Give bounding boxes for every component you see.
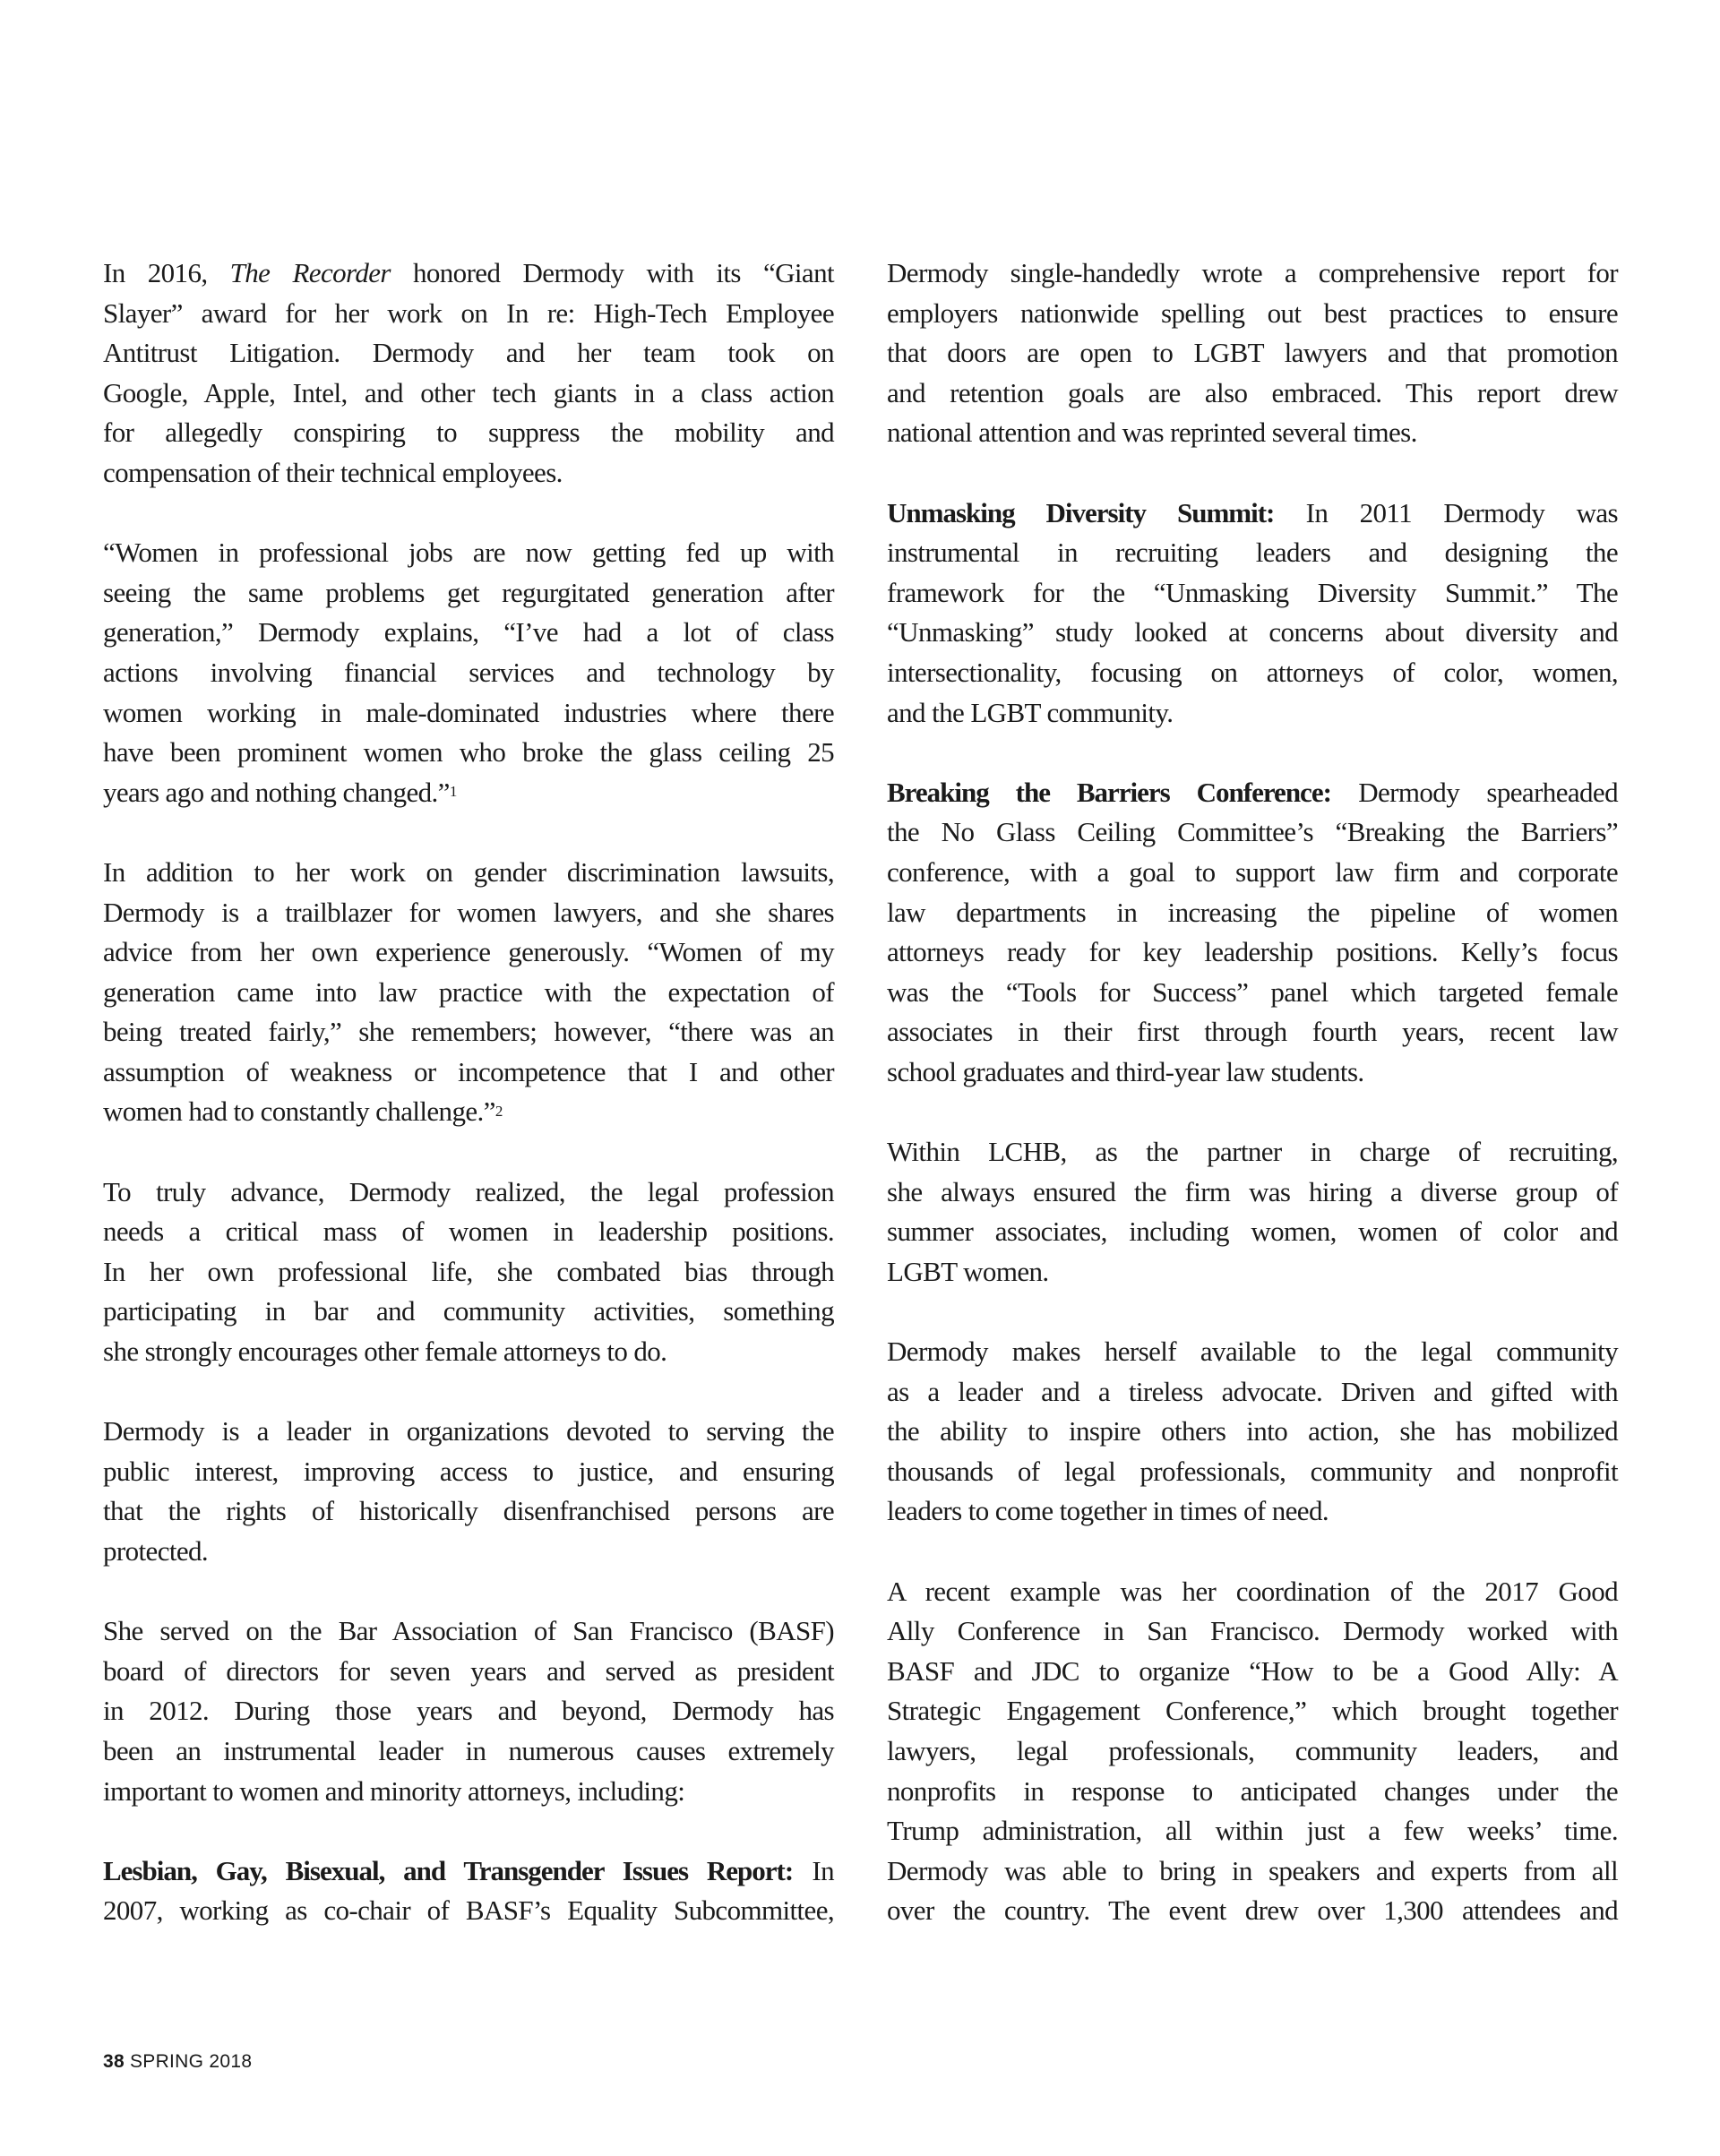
text-line: conference, with a goal to support law firm and corporate [887,855,1618,888]
text-line: needs a critical mass of women in leadership positions. [103,1215,834,1248]
section-heading-unmasking: Unmasking Diversity Summit: [887,496,1275,528]
paragraph-quote-women-professional [103,533,834,812]
text-line: advice from her own experience generously. “Women of my [103,936,834,968]
text-line: lawyers, legal professionals, community leaders, and [887,1734,1618,1766]
text-line: intersectionality, focusing on attorneys of color, women, [887,656,1618,688]
text-line: Breaking the Barriers Conference: Dermody spearheaded [887,776,1618,808]
text-line: for allegedly conspiring to suppress the mobility and [103,417,834,449]
paragraph-recorder-award [103,253,834,494]
text-line: and retention goals are also embraced. This report drew [887,376,1618,408]
text-line: Dermody makes herself available to the legal community [887,1336,1618,1368]
text-line: generation,” Dermody explains, “I’ve had a lot of class [103,616,834,649]
text-line: employers nationwide spelling out best practices to ensure [887,296,1618,329]
text-line: In addition to her work on gender discrimination lawsuits, [103,855,834,888]
section-heading-lgbt-report: Lesbian, Gay, Bisexual, and Transgender Issues Report: [103,1854,794,1886]
text-line: Dermody is a leader in organizations devoted to serving the [103,1415,834,1447]
text-line: 2007, working as co-chair of BASF’s Equality Subcommittee, [103,1894,834,1927]
text-line: She served on the Bar Association of San Francisco (BASF) [103,1615,834,1647]
text-line: board of directors for seven years and served as president [103,1654,834,1687]
text-line: Dermody single-handedly wrote a comprehensive report for [887,257,1618,288]
text-line: instrumental in recruiting leaders and designing the [887,537,1618,569]
text-line: women working in male-dominated industries where there [103,696,834,728]
paragraph-public-interest [103,1412,834,1571]
text-line: BASF and JDC to organize “How to be a Good Ally: A [887,1654,1618,1687]
text-line: been an instrumental leader in numerous causes extremely [103,1734,834,1766]
issue-label: SPRING 2018 [129,2051,253,2072]
text-line: Google, Apple, Intel, and other tech giants in a class action [103,376,834,408]
text-line: that doors are open to LGBT lawyers and that promotion [887,337,1618,369]
left-column [103,253,834,1931]
text-line: summer associates, including women, women of color and [887,1215,1618,1248]
text-line: important to women and minority attorneys, including: [103,1774,685,1807]
text-line: “Women in professional jobs are now getting fed up with [103,537,834,569]
paragraph-lgbt-report [103,1851,834,1931]
text-line: the No Glass Ceiling Committee’s “Breaking the Barriers” [887,816,1618,848]
text-line: Slayer” award for her work on In re: High-Tech Employee [103,296,834,329]
text-line: generation came into law practice with the expectation of [103,975,834,1008]
text-line: she always ensured the firm was hiring a diverse group of [887,1175,1618,1207]
text-line: Trump administration, all within just a few weeks’ time. [887,1815,1618,1847]
text-line: actions involving financial services and technology by [103,656,834,688]
text-line: LGBT women. [887,1255,1049,1287]
text-line: Antitrust Litigation. Dermody and her team took on [103,337,834,369]
paragraph-lchb-recruiting [887,1132,1618,1292]
text-line: assumption of weakness or incompetence that I and other [103,1055,834,1087]
text-line: and the LGBT community. [887,696,1174,728]
text-line: national attention and was reprinted several times. [887,417,1417,449]
paragraph-good-ally-conference [887,1572,1618,1931]
text-line: being treated fairly,” she remembers; however, “there was an [103,1016,834,1048]
text-line: To truly advance, Dermody realized, the legal profession [103,1175,834,1207]
text-line: school graduates and third-year law students. [887,1055,1364,1087]
footnote-marker[interactable]: 2 [494,1102,503,1120]
text-line: thousands of legal professionals, community and nonprofit [887,1455,1618,1487]
publication-title: The Recorder [229,257,391,288]
paragraph-unmasking-diversity [887,494,1618,734]
text-line: Dermody is a trailblazer for women lawyers, and she shares [103,896,834,928]
text-line: public interest, improving access to justice, and ensuring [103,1455,834,1487]
text-line: nonprofits in response to anticipated changes under the [887,1774,1618,1807]
paragraph-critical-mass [103,1172,834,1372]
text-line: as a leader and a tireless advocate. Driven and gifted with [887,1375,1618,1407]
text-line: she strongly encourages other female attorneys to do. [103,1336,667,1368]
page-footer [103,2051,252,2073]
text-line: Strategic Engagement Conference,” which brought together [887,1695,1618,1727]
paragraph-basf-board [103,1611,834,1811]
paragraph-report-continued [887,253,1618,453]
text-line: law departments in increasing the pipeline of women [887,896,1618,928]
text-line: “Unmasking” study looked at concerns about diversity and [887,616,1618,649]
text-line: compensation of their technical employees. [103,456,563,488]
paragraph-breaking-barriers [887,773,1618,1093]
paragraph-tireless-advocate [887,1332,1618,1532]
right-column [887,253,1618,1931]
text-line: participating in bar and community activities, something [103,1295,834,1327]
text-line: protected. [103,1535,209,1567]
text-line: In 2016, The Recorder honored Dermody with its “Giant [103,257,834,288]
paragraph-trailblazer [103,853,834,1132]
text-line: leaders to come together in times of need. [887,1495,1329,1527]
text-line: Ally Conference in San Francisco. Dermody worked with [887,1615,1618,1647]
text-line: A recent example was her coordination of the 2017 Good [887,1575,1618,1607]
text-line: Dermody was able to bring in speakers and experts from all [887,1854,1618,1886]
text-line: seeing the same problems get regurgitated generation after [103,576,834,608]
text-line: Lesbian, Gay, Bisexual, and Transgender Issues Report: In [103,1854,835,1886]
text-line: over the country. The event drew over 1,300 attendees and [887,1894,1618,1927]
text-line: years ago and nothing changed.”$^1$ [103,776,457,808]
text-line: in 2012. During those years and beyond, Dermody has [103,1695,834,1727]
footnote-marker[interactable]: 1 [449,782,457,800]
text-line: was the “Tools for Success” panel which targeted female [887,975,1618,1008]
text-line: attorneys ready for key leadership positions. Kelly’s focus [887,936,1618,968]
text-line: have been prominent women who broke the glass ceiling 25 [103,736,834,769]
text-line: women had to constantly challenge.”$^2$ [103,1095,503,1128]
text-line: that the rights of historically disenfranchised persons are [103,1495,834,1527]
text-line: the ability to inspire others into action, she has mobilized [887,1415,1618,1447]
section-heading-breaking-barriers: Breaking the Barriers Conference: [887,776,1331,808]
text-line: Within LCHB, as the partner in charge of recruiting, [887,1136,1618,1168]
text-line: In her own professional life, she combated bias through [103,1255,834,1287]
text-line: framework for the “Unmasking Diversity Summit.” The [887,576,1618,608]
page-number: 38 [103,2051,125,2072]
text-line: associates in their first through fourth years, recent law [887,1016,1618,1048]
text-line: Unmasking Diversity Summit: In 2011 Dermody was [887,496,1619,528]
